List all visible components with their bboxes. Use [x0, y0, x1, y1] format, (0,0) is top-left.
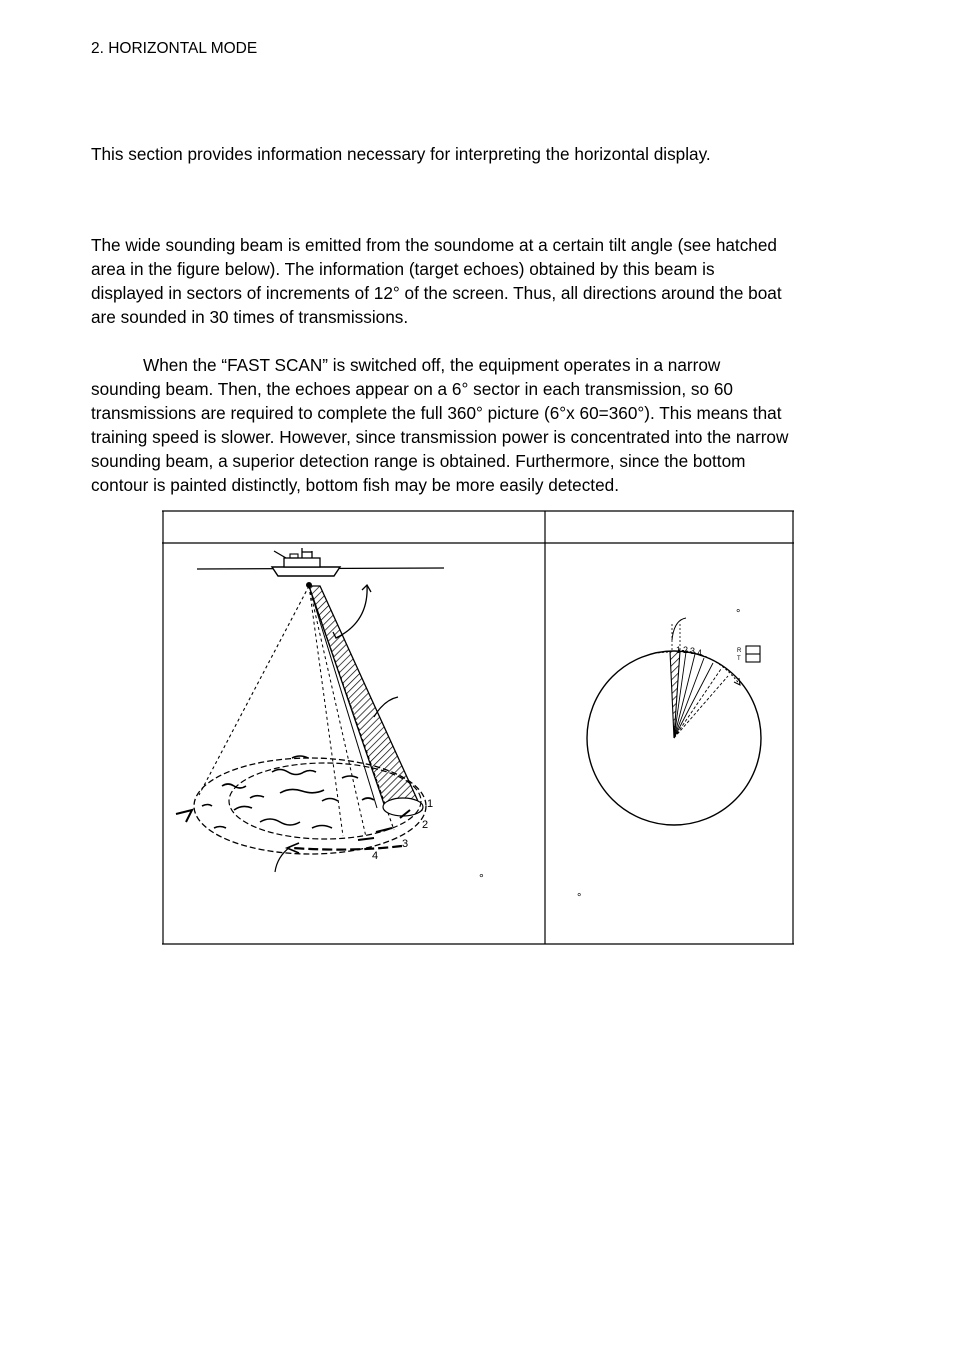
table-frame — [162, 511, 794, 944]
paragraph-line: The wide sounding beam is emitted from the soundome at a certain tilt angle (see hatched — [91, 235, 777, 255]
paragraph-line: sounding beam. Then, the echoes appear on a 6° sector in each transmission, so 60 — [91, 379, 733, 399]
hatched-beam — [309, 586, 422, 814]
figure-svg — [162, 510, 794, 945]
sector-label: 4 — [697, 648, 703, 658]
degree-mark: ° — [577, 892, 582, 904]
boat-icon — [272, 548, 340, 576]
indicator-label-t: T — [737, 656, 741, 662]
beam-illustration — [176, 548, 444, 872]
degree-mark: ° — [479, 871, 484, 885]
paragraph-wide-beam — [91, 233, 851, 329]
beam-step-label: 1 — [427, 798, 434, 810]
sector-label: 1 — [676, 645, 682, 655]
sector-label: 3 — [690, 646, 696, 656]
intro-paragraph — [91, 142, 851, 166]
degree-mark: ° — [736, 608, 741, 620]
paragraph-line: When the “FAST SCAN” is switched off, the equipment operates in a narrow — [143, 355, 721, 375]
seabed-texture — [176, 756, 374, 828]
beam-step-label: 4 — [372, 850, 379, 862]
paragraph-line: sounding beam, a superior detection range is obtained. Furthermore, since the bottom — [91, 451, 746, 471]
paragraph-line: contour is painted distinctly, bottom fish may be more easily detected. — [91, 475, 619, 495]
paragraph-line: displayed in sectors of increments of 12° of the screen. Thus, all directions around the boat — [91, 283, 782, 303]
paragraph-line: training speed is slower. However, since transmission power is concentrated into the narrow — [91, 427, 789, 447]
beam-step-label: 2 — [422, 819, 429, 831]
paragraph-line: transmissions are required to complete the full 360° picture (6°x 60=360°). This means that — [91, 403, 782, 423]
beam-figure-table — [162, 510, 794, 945]
display-illustration — [587, 618, 761, 825]
indicator-label-r: R — [737, 648, 742, 654]
section-header: 2. HORIZONTAL MODE — [91, 40, 258, 57]
sector-label: 2 — [683, 645, 689, 655]
paragraph-line: area in the figure below). The information (target echoes) obtained by this beam is — [91, 259, 715, 279]
paragraph-line: are sounded in 30 times of transmissions. — [91, 307, 409, 327]
beam-step-label: 3 — [402, 838, 409, 850]
paragraph-fast-scan — [91, 353, 851, 497]
intro-line: This section provides information necessary for interpreting the horizontal display. — [91, 144, 711, 164]
